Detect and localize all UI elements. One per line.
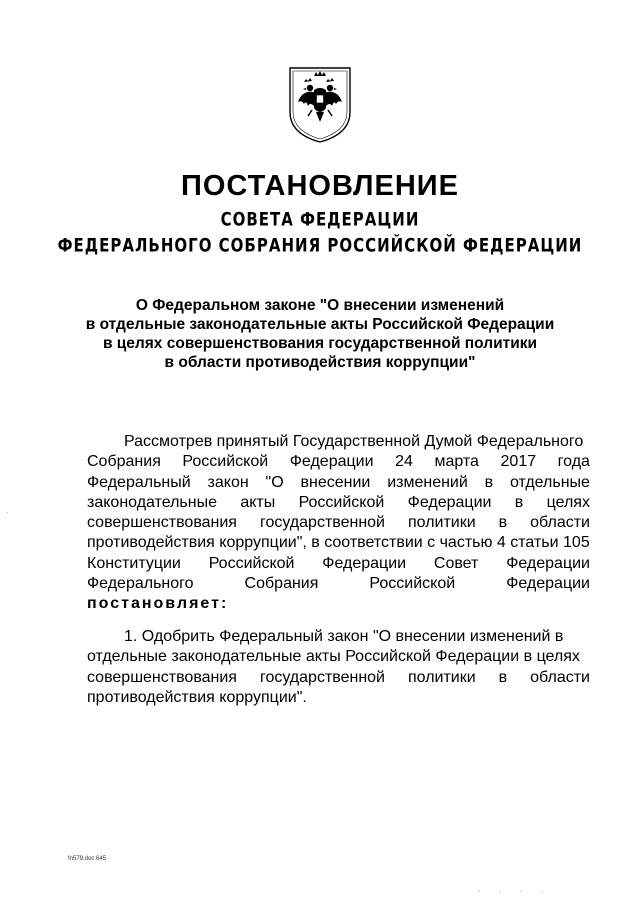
text-line: отдельные законодательные акты Российской Федерации в целях [87,648,580,666]
law-title-line: в целях совершенствования государственной политики [102,335,538,352]
word: государственной [259,514,385,532]
document-type-title: ПОСТАНОВЛЕНИЕ [181,170,459,202]
word: совершенствования [87,514,237,532]
word: политики [407,514,476,532]
text-line [87,513,590,533]
word: Федерации [506,554,590,572]
law-title-line: в отдельные законодательные акты Российской Федерации [85,316,555,333]
issuer-line-1: СОВЕТА ФЕДЕРАЦИИ [220,208,420,231]
word: государственной [259,668,385,686]
text-line [87,554,590,574]
text-line: противодействия коррупции". [87,688,307,706]
paragraph-preamble [87,432,590,615]
margin-mark: · [6,508,9,517]
word: области [530,668,590,686]
word: в [498,668,508,686]
text-line [87,473,590,493]
word: закон [207,473,249,491]
word: целях [546,493,590,511]
law-title-line: в области противодействия коррупции" [164,354,476,371]
law-title-line: О Федеральном законе "О внесении изменений [135,297,505,314]
word: Рассмотрев принятый Государственной Думой Федерального [124,433,584,450]
text-line: 1. Одобрить Федеральный закон "О внесении изменений в [124,628,564,645]
word: Российской [182,453,269,471]
text-line [87,493,590,513]
issuer-line-2: ФЕДЕРАЛЬНОГО СОБРАНИЯ РОССИЙСКОЙ ФЕДЕРАЦИИ [57,234,583,257]
word: области [530,514,590,532]
word: Конституции [87,554,181,572]
word: в [484,473,494,491]
word: года [557,453,590,471]
word: Российской [298,493,385,511]
word: Совет [433,554,479,572]
word: "О [265,473,284,491]
word: марта [434,453,479,471]
word: Федерации [322,554,407,572]
text-line [87,574,590,594]
document-code: fn579.doc 645 [68,856,107,862]
word: 24 [395,453,413,471]
word: акты [240,493,276,511]
russian-coat-of-arms-icon [284,62,356,144]
word: Федеральный [87,473,191,491]
word: совершенствования [87,668,237,686]
word: 2017 [500,453,537,471]
scan-artifact-dots: · · · · [478,887,552,896]
word: Российской [369,575,456,593]
text-line [87,594,590,614]
word: Федерации [407,493,492,511]
text-line [87,668,590,688]
word: законодательные [87,493,217,511]
word: в [498,514,508,532]
word: Российской [208,554,295,572]
word: Собрания [244,575,319,593]
word: в [514,493,524,511]
word: отдельные [510,473,590,491]
paragraph-item-1 [87,627,590,708]
word: Федерального [87,575,194,593]
word: внесении [300,473,371,491]
word: политики [407,668,476,686]
word: Собрания [87,453,161,471]
word: Федерации [289,453,374,471]
word: изменений [387,473,468,491]
word: противодействия коррупции", в соответствии с частью 4 статьи 105 [87,534,590,552]
resolves-word: постановляет: [87,595,229,613]
text-line [87,452,590,472]
text-line [87,432,590,452]
text-line [87,533,590,553]
word: Федерации [506,575,590,593]
law-title [60,296,580,372]
